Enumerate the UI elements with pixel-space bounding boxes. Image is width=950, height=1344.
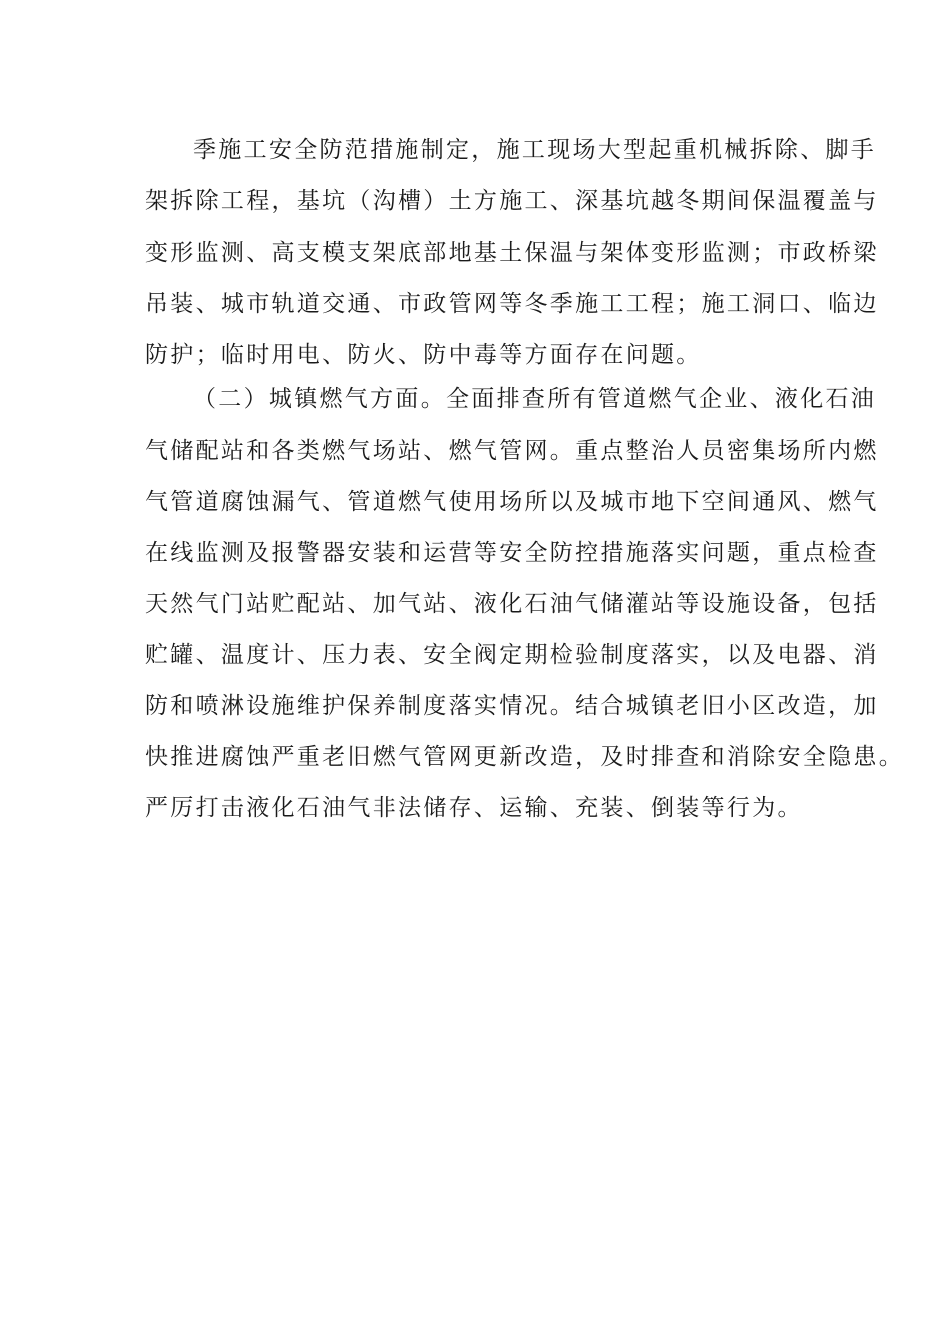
paragraph-2-line-2: 气储配站和各类燃气场站、燃气管网。重点整治人员密集场所内燃: [145, 438, 879, 464]
paragraph-2-line-7: 防和喷淋设施维护保养制度落实情况。结合城镇老旧小区改造，加: [145, 693, 879, 719]
paragraph-2-line-3: 气管道腐蚀漏气、管道燃气使用场所以及城市地下空间通风、燃气: [145, 489, 879, 515]
paragraph-1-line-1: 季施工安全防范措施制定，施工现场大型起重机械拆除、脚手: [193, 137, 877, 163]
paragraph-1-line-5: 防护；临时用电、防火、防中毒等方面存在问题。: [145, 342, 702, 368]
paragraph-1-line-3: 变形监测、高支模支架底部地基土保温与架体变形监测；市政桥梁: [145, 240, 879, 266]
paragraph-1-line-4: 吊装、城市轨道交通、市政管网等冬季施工工程；施工洞口、临边: [145, 291, 879, 317]
paragraph-2-line-4: 在线监测及报警器安装和运营等安全防控措施落实问题，重点检查: [145, 540, 879, 566]
paragraph-2-line-9: 严厉打击液化石油气非法储存、运输、充装、倒装等行为。: [145, 795, 803, 821]
paragraph-2-line-1: （二）城镇燃气方面。全面排查所有管道燃气企业、液化石油: [193, 386, 877, 412]
paragraph-2-line-5: 天然气门站贮配站、加气站、液化石油气储灌站等设施设备，包括: [145, 591, 879, 617]
paragraph-2-line-6: 贮罐、温度计、压力表、安全阀定期检验制度落实，以及电器、消: [145, 642, 879, 668]
paragraph-2-line-8: 快推进腐蚀严重老旧燃气管网更新改造，及时排查和消除安全隐患。: [145, 744, 904, 770]
paragraph-1-line-2: 架拆除工程，基坑（沟槽）土方施工、深基坑越冬期间保温覆盖与: [145, 188, 879, 214]
